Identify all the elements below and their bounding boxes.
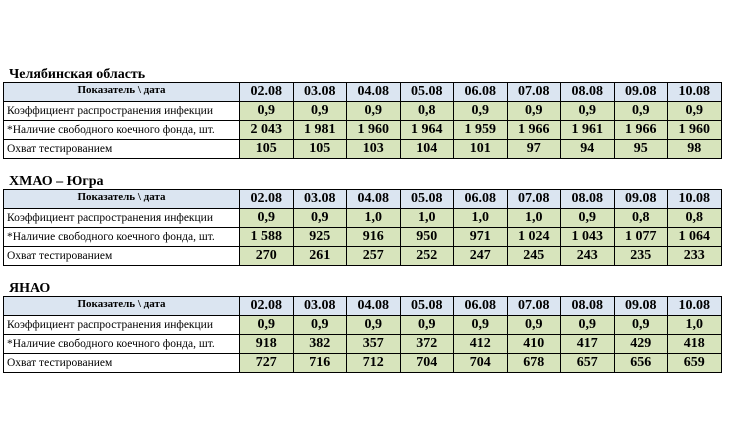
indicator-label: *Наличие свободного коечного фонда, шт. (4, 121, 240, 140)
value-cell: 1,0 (668, 316, 722, 335)
value-cell: 429 (614, 335, 668, 354)
value-cell: 0,9 (400, 316, 454, 335)
value-cell: 0,9 (561, 209, 615, 228)
value-cell: 0,9 (347, 316, 401, 335)
value-cell: 0,9 (293, 102, 347, 121)
value-cell: 252 (400, 247, 454, 266)
header-indicator-date: Показатель \ дата (4, 190, 240, 209)
indicator-label: Коэффициент распространения инфекции (4, 102, 240, 121)
table-row (4, 316, 722, 335)
indicator-label: Коэффициент распространения инфекции (4, 209, 240, 228)
header-indicator-date: Показатель \ дата (4, 297, 240, 316)
value-cell: 0,8 (614, 209, 668, 228)
value-cell: 1 981 (293, 121, 347, 140)
value-cell: 1 964 (400, 121, 454, 140)
table-row (4, 335, 722, 354)
value-cell: 712 (347, 354, 401, 373)
value-cell: 410 (507, 335, 561, 354)
header-date: 05.08 (400, 83, 454, 102)
header-date: 06.08 (454, 297, 508, 316)
value-cell: 659 (668, 354, 722, 373)
value-cell: 372 (400, 335, 454, 354)
section-yanao (3, 281, 721, 373)
header-date: 04.08 (347, 190, 401, 209)
header-date: 06.08 (454, 190, 508, 209)
data-table (3, 82, 722, 159)
table-row (4, 102, 722, 121)
value-cell: 101 (454, 140, 508, 159)
value-cell: 97 (507, 140, 561, 159)
header-date: 07.08 (507, 190, 561, 209)
value-cell: 245 (507, 247, 561, 266)
section-chelyabinsk (3, 67, 721, 159)
header-date: 08.08 (561, 190, 615, 209)
value-cell: 916 (347, 228, 401, 247)
table-row (4, 228, 722, 247)
indicator-label: *Наличие свободного коечного фонда, шт. (4, 335, 240, 354)
value-cell: 0,8 (400, 102, 454, 121)
header-date: 06.08 (454, 83, 508, 102)
header-date: 10.08 (668, 83, 722, 102)
table-row (4, 121, 722, 140)
header-date: 04.08 (347, 83, 401, 102)
header-date: 02.08 (240, 83, 294, 102)
header-date: 02.08 (240, 190, 294, 209)
value-cell: 1,0 (454, 209, 508, 228)
indicator-label: Охват тестированием (4, 247, 240, 266)
section-title: Челябинская область (9, 67, 146, 82)
value-cell: 0,9 (507, 316, 561, 335)
value-cell: 104 (400, 140, 454, 159)
value-cell: 0,9 (240, 316, 294, 335)
indicator-label: Коэффициент распространения инфекции (4, 316, 240, 335)
header-date: 08.08 (561, 83, 615, 102)
table-header-row (4, 83, 722, 102)
value-cell: 0,9 (240, 209, 294, 228)
header-date: 02.08 (240, 297, 294, 316)
value-cell: 1 024 (507, 228, 561, 247)
data-table (3, 189, 722, 266)
value-cell: 656 (614, 354, 668, 373)
value-cell: 95 (614, 140, 668, 159)
section-title: ЯНАО (9, 281, 51, 296)
value-cell: 1 960 (347, 121, 401, 140)
value-cell: 678 (507, 354, 561, 373)
value-cell: 270 (240, 247, 294, 266)
value-cell: 704 (400, 354, 454, 373)
value-cell: 1 064 (668, 228, 722, 247)
value-cell: 94 (561, 140, 615, 159)
header-date: 03.08 (293, 83, 347, 102)
header-date: 03.08 (293, 297, 347, 316)
header-date: 07.08 (507, 83, 561, 102)
value-cell: 1 966 (614, 121, 668, 140)
table-row (4, 354, 722, 373)
header-date: 10.08 (668, 190, 722, 209)
value-cell: 235 (614, 247, 668, 266)
value-cell: 0,9 (293, 209, 347, 228)
table-row (4, 247, 722, 266)
value-cell: 2 043 (240, 121, 294, 140)
value-cell: 233 (668, 247, 722, 266)
header-date: 04.08 (347, 297, 401, 316)
value-cell: 105 (240, 140, 294, 159)
header-date: 05.08 (400, 190, 454, 209)
value-cell: 1 588 (240, 228, 294, 247)
value-cell: 1 960 (668, 121, 722, 140)
value-cell: 1,0 (347, 209, 401, 228)
value-cell: 971 (454, 228, 508, 247)
value-cell: 0,9 (293, 316, 347, 335)
value-cell: 0,9 (561, 102, 615, 121)
value-cell: 950 (400, 228, 454, 247)
value-cell: 0,9 (240, 102, 294, 121)
value-cell: 105 (293, 140, 347, 159)
value-cell: 1 966 (507, 121, 561, 140)
value-cell: 1,0 (400, 209, 454, 228)
value-cell: 0,9 (614, 102, 668, 121)
indicator-label: Охват тестированием (4, 140, 240, 159)
indicator-label: Охват тестированием (4, 354, 240, 373)
value-cell: 727 (240, 354, 294, 373)
data-table (3, 296, 722, 373)
value-cell: 357 (347, 335, 401, 354)
value-cell: 98 (668, 140, 722, 159)
table-row (4, 140, 722, 159)
value-cell: 243 (561, 247, 615, 266)
header-date: 09.08 (614, 297, 668, 316)
value-cell: 103 (347, 140, 401, 159)
indicator-label: *Наличие свободного коечного фонда, шт. (4, 228, 240, 247)
header-date: 10.08 (668, 297, 722, 316)
value-cell: 1 043 (561, 228, 615, 247)
section-khmao (3, 174, 721, 266)
value-cell: 0,9 (668, 102, 722, 121)
value-cell: 417 (561, 335, 615, 354)
value-cell: 382 (293, 335, 347, 354)
header-date: 05.08 (400, 297, 454, 316)
value-cell: 1,0 (507, 209, 561, 228)
value-cell: 257 (347, 247, 401, 266)
value-cell: 716 (293, 354, 347, 373)
value-cell: 704 (454, 354, 508, 373)
table-header-row (4, 190, 722, 209)
section-title: ХМАО – Югра (9, 174, 104, 189)
header-date: 09.08 (614, 83, 668, 102)
header-date: 03.08 (293, 190, 347, 209)
header-date: 07.08 (507, 297, 561, 316)
value-cell: 1 077 (614, 228, 668, 247)
value-cell: 657 (561, 354, 615, 373)
value-cell: 925 (293, 228, 347, 247)
value-cell: 247 (454, 247, 508, 266)
value-cell: 0,9 (454, 316, 508, 335)
value-cell: 0,9 (507, 102, 561, 121)
value-cell: 0,9 (561, 316, 615, 335)
value-cell: 0,9 (347, 102, 401, 121)
value-cell: 1 961 (561, 121, 615, 140)
header-date: 08.08 (561, 297, 615, 316)
value-cell: 918 (240, 335, 294, 354)
table-row (4, 209, 722, 228)
value-cell: 261 (293, 247, 347, 266)
value-cell: 0,9 (454, 102, 508, 121)
value-cell: 1 959 (454, 121, 508, 140)
value-cell: 418 (668, 335, 722, 354)
header-date: 09.08 (614, 190, 668, 209)
value-cell: 0,9 (614, 316, 668, 335)
table-header-row (4, 297, 722, 316)
value-cell: 412 (454, 335, 508, 354)
header-indicator-date: Показатель \ дата (4, 83, 240, 102)
value-cell: 0,8 (668, 209, 722, 228)
